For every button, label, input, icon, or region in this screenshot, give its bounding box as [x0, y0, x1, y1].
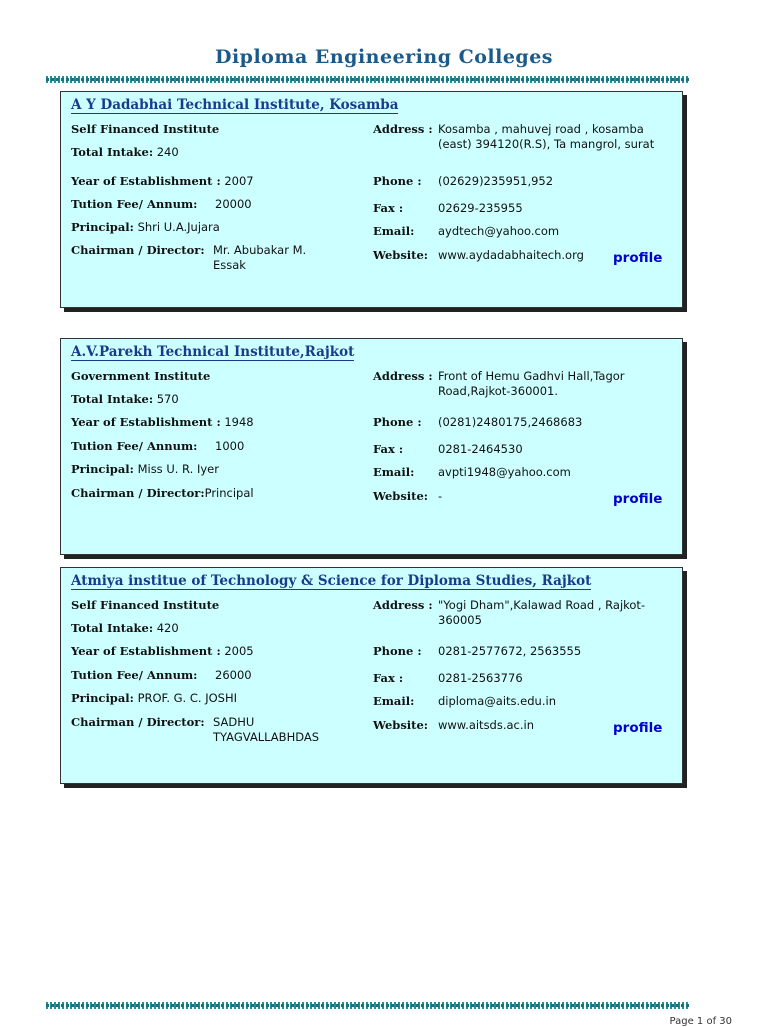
institute-type: Self Financed Institute [71, 598, 220, 612]
email-label: Email: [373, 465, 415, 479]
college-name: A Y Dadabhai Technical Institute, Kosamba [71, 97, 399, 113]
email-label: Email: [373, 694, 415, 708]
fee-value: 1000 [215, 439, 245, 453]
college-card [60, 338, 683, 555]
fax-label: Fax : [373, 442, 404, 456]
phone-label: Phone : [373, 174, 422, 188]
institute-type: Self Financed Institute [71, 122, 220, 136]
website-label: Website: [373, 248, 429, 262]
email-value[interactable]: aydtech@yahoo.com [438, 224, 560, 238]
chairman-value: Principal [204, 486, 254, 500]
total-intake-value: 570 [156, 392, 179, 406]
website-label: Website: [373, 489, 429, 503]
address-value: "Yogi Dham",Kalawad Road , Rajkot-360005 [438, 598, 646, 627]
bottom-divider [46, 1002, 690, 1009]
college-card [60, 91, 683, 308]
page-number: Page 1 of 30 [669, 1016, 732, 1027]
fax-value: 0281-2563776 [438, 671, 523, 685]
total-intake-value: 420 [156, 621, 179, 635]
email-value[interactable]: avpti1948@yahoo.com [438, 465, 571, 479]
year-label: Year of Establishment : [71, 415, 221, 429]
year-value: 1948 [224, 415, 254, 429]
email-value[interactable]: diploma@aits.edu.in [438, 694, 556, 708]
fax-label: Fax : [373, 201, 404, 215]
principal-label: Principal: [71, 220, 134, 234]
phone-label: Phone : [373, 415, 422, 429]
fee-label: Tution Fee/ Annum: [71, 197, 198, 211]
total-intake-label: Total Intake: [71, 392, 154, 406]
chairman-label: Chairman / Director: [71, 715, 205, 729]
profile-link[interactable]: profile [613, 250, 663, 266]
total-intake-label: Total Intake: [71, 145, 154, 159]
profile-link[interactable]: profile [613, 720, 663, 736]
website-label: Website: [373, 718, 429, 732]
chairman-value: Mr. Abubakar M. Essak [213, 243, 307, 272]
fax-value: 02629-235955 [438, 201, 523, 215]
fee-label: Tution Fee/ Annum: [71, 668, 198, 682]
year-value: 2007 [224, 174, 254, 188]
principal-label: Principal: [71, 691, 134, 705]
principal-value: Shri U.A.Jujara [137, 220, 220, 234]
address-label: Address : [373, 369, 433, 383]
top-divider [46, 76, 690, 83]
page-title: Diploma Engineering Colleges [214, 46, 554, 68]
chairman-value: SADHU TYAGVALLABHDAS [213, 715, 320, 744]
fee-value: 26000 [215, 668, 252, 682]
phone-value: (02629)235951,952 [438, 174, 554, 188]
phone-value: (0281)2480175,2468683 [438, 415, 583, 429]
website-value: - [438, 489, 443, 503]
institute-type: Government Institute [71, 369, 211, 383]
website-value[interactable]: www.aydadabhaitech.org [438, 248, 584, 262]
fee-value: 20000 [215, 197, 252, 211]
fax-value: 0281-2464530 [438, 442, 523, 456]
year-value: 2005 [224, 644, 254, 658]
principal-label: Principal: [71, 462, 134, 476]
address-label: Address : [373, 122, 433, 136]
email-label: Email: [373, 224, 415, 238]
fee-label: Tution Fee/ Annum: [71, 439, 198, 453]
college-name: A.V.Parekh Technical Institute,Rajkot [71, 344, 355, 360]
phone-label: Phone : [373, 644, 422, 658]
fax-label: Fax : [373, 671, 404, 685]
address-label: Address : [373, 598, 433, 612]
total-intake-value: 240 [156, 145, 179, 159]
principal-value: PROF. G. C. JOSHI [137, 691, 237, 705]
address-value: Kosamba , mahuvej road , kosamba (east) 394120(R.S), Ta mangrol, surat [438, 122, 655, 151]
college-card [60, 567, 683, 784]
year-label: Year of Establishment : [71, 644, 221, 658]
phone-value: 0281-2577672, 2563555 [438, 644, 582, 658]
chairman-label: Chairman / Director: [71, 486, 205, 500]
website-value[interactable]: www.aitsds.ac.in [438, 718, 535, 732]
address-value: Front of Hemu Gadhvi Hall,Tagor Road,Rajkot-360001. [438, 369, 625, 398]
principal-value: Miss U. R. Iyer [137, 462, 219, 476]
year-label: Year of Establishment : [71, 174, 221, 188]
total-intake-label: Total Intake: [71, 621, 154, 635]
profile-link[interactable]: profile [613, 491, 663, 507]
college-name: Atmiya institue of Technology & Science for Diploma Studies, Rajkot [71, 573, 592, 589]
chairman-label: Chairman / Director: [71, 243, 205, 257]
